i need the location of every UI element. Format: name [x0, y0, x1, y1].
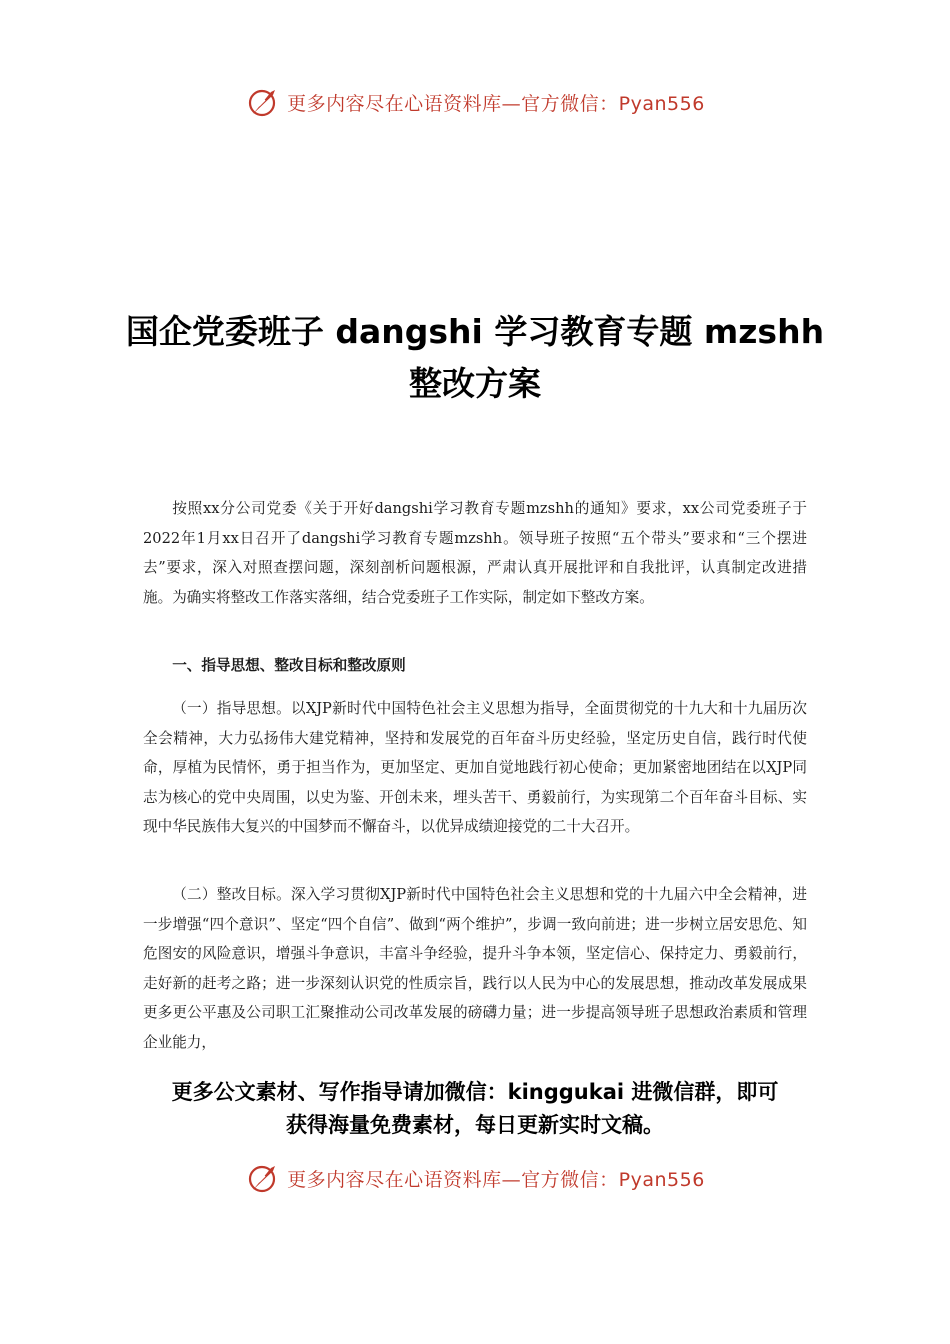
promo-line-2: 获得海量免费素材，每日更新实时文稿。 [286, 1113, 664, 1137]
banner-handle: Pyan556 [618, 92, 705, 115]
document-title [100, 306, 850, 410]
intro-text: 按照xx分公司党委《关于开好dangshi学习教育专题mzshh的通知》要求，xx公司党委班子于2022年1月xx日召开了dangshi学习教育专题mzshh。领导班子按照“五个带头”要求和“三个摆进去”要求，深入对照查摆问题，深刻剖析问题根源，严肃认真开展批评和自我批评，认真制定改进措施。为确实将整改工作落实落细，结合党委班子工作实际，制定如下整改方案。 [143, 500, 807, 606]
section-heading-1: 一、指导思想、整改目标和整改原则 [172, 657, 406, 674]
promo-line-1: 更多公文素材、写作指导请加微信：kinggukai 进微信群，即可 [171, 1080, 779, 1104]
intro-paragraph [143, 494, 807, 612]
banner-handle: Pyan556 [618, 1168, 705, 1191]
goals-paragraph [143, 880, 807, 1057]
header-banner [0, 80, 950, 124]
title-line-1: 国企党委班子 dangshi 学习教育专题 mzshh [125, 312, 825, 351]
title-line-2: 整改方案 [409, 364, 541, 403]
goals-text: （二）整改目标。深入学习贯彻XJP新时代中国特色社会主义思想和党的十九届六中全会精神，进一步增强“四个意识”、坚定“四个自信”、做到“两个维护”，步调一致向前进；进一步树立居安思危、知危图安的风险意识，增强斗争意识，丰富斗争经验，提升斗争本领，坚定信心、保持定力、勇毅前行，走好新的赶考之路；进一步深刻认识党的性质宗旨，践行以人民为中心的发展思想，推动改革发展成果更多更公平惠及公司职工汇聚推动公司改革发展的磅礴力量；进一步提高领导班子思想政治素质和管理企业能力， [143, 886, 807, 1051]
guiding-thought-paragraph [143, 694, 807, 842]
footer-banner [0, 1156, 950, 1200]
quill-pen-icon [245, 84, 281, 120]
guiding-thought-text: （一）指导思想。以XJP新时代中国特色社会主义思想为指导，全面贯彻党的十九大和十九届历次全会精神，大力弘扬伟大建党精神，坚持和发展党的百年奋斗历史经验，坚定历史自信，践行时代使命，厚植为民情怀，勇于担当作为，更加坚定、更加自觉地践行初心使命；更加紧密地团结在以XJP同志为核心的党中央周围，以史为鉴、开创未来，埋头苦干、勇毅前行，为实现第二个百年奋斗目标、实现中华民族伟大复兴的中国梦而不懈奋斗，以优异成绩迎接党的二十大召开。 [143, 700, 807, 835]
banner-text: 更多内容尽在心语资料库—官方微信： [287, 92, 619, 115]
promo-notice [110, 1076, 840, 1142]
quill-pen-icon [245, 1160, 281, 1196]
banner-text: 更多内容尽在心语资料库—官方微信： [287, 1168, 619, 1191]
